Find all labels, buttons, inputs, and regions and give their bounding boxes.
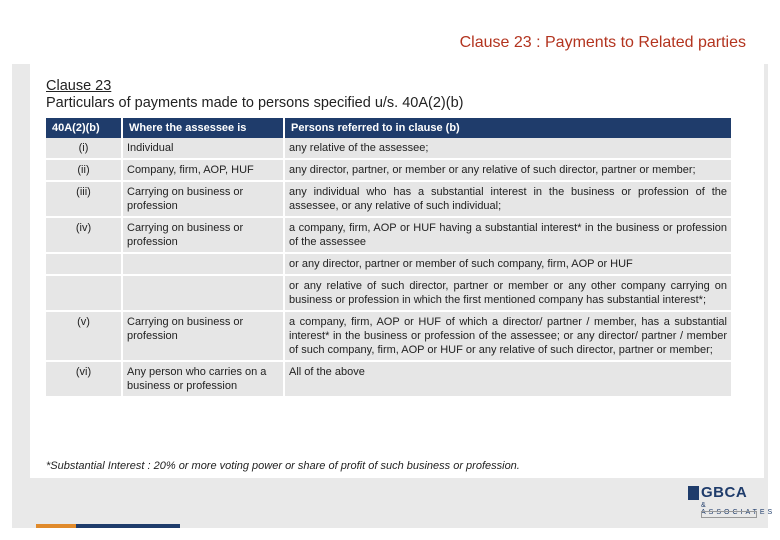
logo-underline	[701, 511, 757, 518]
table-cell: (vi)	[46, 361, 122, 397]
clause-label: Clause 23	[46, 78, 112, 94]
logo-mark-icon	[688, 486, 699, 500]
footnote: *Substantial Interest : 20% or more voting power or share of profit of such business or profession.	[46, 460, 520, 472]
table-row	[46, 311, 732, 361]
slide-header	[12, 12, 768, 64]
table-row	[46, 217, 732, 253]
table-cell: a company, firm, AOP or HUF of which a director/ partner / member, has a substantial interest* in the business or profession of the assessee; or any director/ partner / member of such company, firm, AOP or HUF or any relative of such director, partner or member;	[284, 311, 732, 361]
table-cell: or any relative of such director, partner or member or any other company carrying on business or profession in which the first mentioned company has substantial interest*;	[284, 275, 732, 311]
table-cell: (i)	[46, 138, 122, 159]
table-cell	[46, 275, 122, 311]
table-cell: (v)	[46, 311, 122, 361]
table-cell: (iii)	[46, 181, 122, 217]
table-cell: any relative of the assessee;	[284, 138, 732, 159]
table-cell: a company, firm, AOP or HUF having a substantial interest* in the business or profession of the assessee	[284, 217, 732, 253]
table-cell	[122, 275, 284, 311]
table-cell: Any person who carries on a business or profession	[122, 361, 284, 397]
table-cell: Carrying on business or profession	[122, 311, 284, 361]
table-cell: any individual who has a substantial interest in the business or profession of the assessee, or any relative of such individual;	[284, 181, 732, 217]
column-header: Where the assessee is	[122, 118, 284, 138]
section-heading	[46, 78, 463, 112]
logo-tagline: & ASSOCIATES	[701, 502, 776, 516]
table-cell: (ii)	[46, 159, 122, 181]
table-row	[46, 253, 732, 275]
table-row	[46, 275, 732, 311]
table-header-row	[46, 118, 732, 138]
logo-wordmark: GBCA	[701, 484, 748, 501]
column-header: 40A(2)(b)	[46, 118, 122, 138]
gbca-logo	[688, 484, 776, 528]
table-cell: Individual	[122, 138, 284, 159]
table-cell: or any director, partner or member of such company, firm, AOP or HUF	[284, 253, 732, 275]
table-cell: any director, partner, or member or any relative of such director, partner or member;	[284, 159, 732, 181]
table-row	[46, 181, 732, 217]
table-cell: Company, firm, AOP, HUF	[122, 159, 284, 181]
clause-description: Particulars of payments made to persons specified u/s. 40A(2)(b)	[46, 95, 464, 111]
table-cell	[122, 253, 284, 275]
table-cell	[46, 253, 122, 275]
table-cell: Carrying on business or profession	[122, 217, 284, 253]
accent-bar-orange	[36, 524, 76, 528]
table-cell: Carrying on business or profession	[122, 181, 284, 217]
table-row	[46, 361, 732, 397]
table-row	[46, 138, 732, 159]
table-cell: (iv)	[46, 217, 122, 253]
table-row	[46, 159, 732, 181]
table-cell: All of the above	[284, 361, 732, 397]
column-header: Persons referred to in clause (b)	[284, 118, 732, 138]
accent-bar-navy	[76, 524, 180, 528]
slide-title: Clause 23 : Payments to Related parties	[459, 34, 746, 51]
payments-table	[46, 118, 733, 398]
